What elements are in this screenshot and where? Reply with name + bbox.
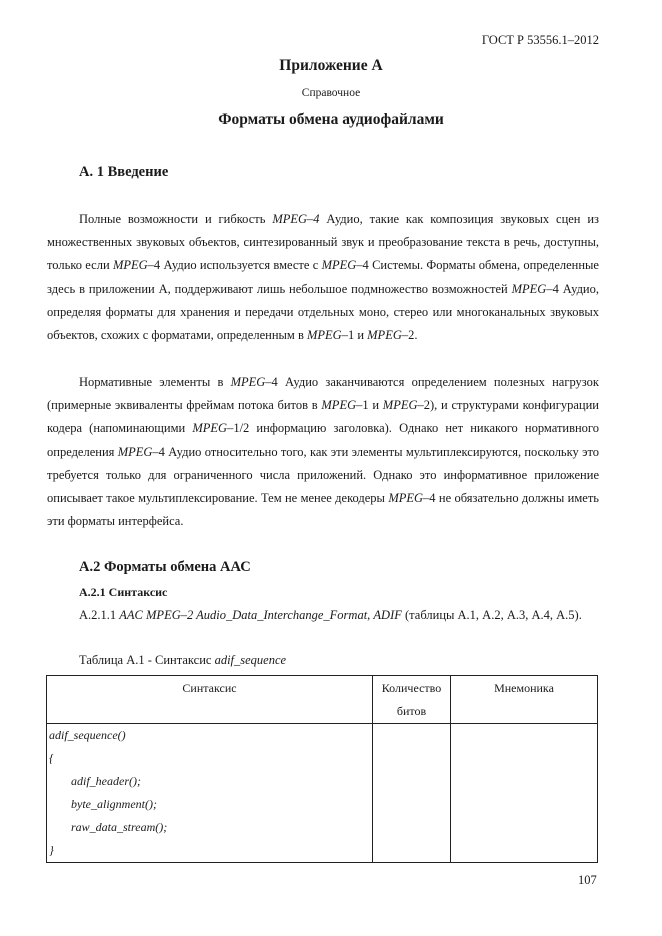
table-body-row: [47, 724, 598, 863]
text-run: MPEG: [511, 281, 547, 296]
text-run: MPEG: [321, 258, 357, 273]
paragraph-a211: [47, 604, 599, 627]
text-run: MPEG: [388, 491, 424, 506]
column-header-mnemonic: Мнемоника: [451, 676, 598, 724]
syntax-cell: [47, 724, 373, 863]
text-run: ADIF: [373, 608, 402, 622]
table-header-row: [47, 676, 598, 724]
table-caption-name: adif_sequence: [214, 653, 287, 667]
appendix-title: Приложение А: [279, 57, 383, 74]
text-run: AAC MPEG–2 Audio_Data_Interchange_Format: [119, 608, 368, 622]
text-run: MPEG: [112, 258, 148, 273]
subsection-heading-a21: А.2.1 Синтаксис: [79, 585, 168, 599]
standard-number: ГОСТ Р 53556.1–2012: [481, 33, 599, 47]
syntax-line: }: [49, 843, 54, 857]
text-run: –4 Аудио относительно того, как эти элементы мультиплексируются, поскольку это требуется только для ограниченного числа приложений. Однако это информативное приложение описывает такое мультиплексирование. Тем не менее декодеры: [47, 444, 599, 506]
syntax-line: byte_alignment();: [71, 797, 157, 811]
text-run: –4 не обязательно должны иметь эти форматы интерфейса.: [47, 491, 599, 529]
mnemonic-cell: [451, 724, 598, 863]
document-title: Форматы обмена аудиофайлами: [218, 111, 444, 128]
text-run: А.2.1.1: [79, 608, 120, 622]
text-run: ,: [367, 608, 374, 622]
syntax-line: adif_header();: [71, 774, 141, 788]
paragraph-intro-1: [47, 208, 599, 347]
section-heading-a1: А. 1 Введение: [79, 164, 169, 180]
paragraph-intro-2: [47, 371, 599, 533]
text-run: MPEG: [230, 375, 266, 389]
syntax-line: {: [49, 751, 54, 765]
text-run: Аудио, такие как композиция звуковых сцен из множественных звуковых объектов, синтезированный звук и преобразование текста в речь, доступны, только если: [47, 212, 599, 273]
text-run: MPEG: [367, 328, 402, 343]
section-heading-a2: А.2 Форматы обмена ААС: [79, 559, 251, 575]
text-run: Нормативные элементы в: [79, 375, 231, 389]
text-run: (таблицы А.1, А.2, А.3, А.4, А.5).: [401, 608, 582, 622]
text-run: MPEG: [382, 398, 418, 413]
appendix-note: Справочное: [301, 87, 361, 99]
text-run: –4 Аудио, определяя форматы для хранения и передачи отдельных моно, стерео или многоканальных звуковых объектов, схожих с форматами, определенным в: [47, 281, 599, 343]
text-run: –1 и: [341, 328, 368, 343]
column-header-bits: Количество битов: [373, 676, 451, 724]
text-run: MPEG: [192, 421, 228, 436]
page-number: 107: [578, 873, 597, 887]
text-run: MPEG: [306, 328, 342, 343]
text-run: –4 Аудио используется вместе с: [147, 258, 322, 273]
syntax-table: [46, 675, 598, 863]
text-run: MPEG–4: [272, 212, 320, 226]
column-header-syntax: Синтаксис: [47, 676, 373, 724]
text-run: Полные возможности и гибкость: [79, 212, 273, 226]
text-run: MPEG: [117, 444, 153, 459]
table-caption-prefix: Таблица А.1 - Синтаксис: [79, 653, 215, 667]
bits-cell: [373, 724, 451, 863]
text-run: –1 и: [356, 398, 383, 413]
text-run: –2.: [401, 328, 418, 343]
text-run: –4 Системы. Форматы обмена, определенные здесь в приложении А, поддерживают лишь небольшое подмножество возможностей: [47, 258, 599, 296]
syntax-line: adif_sequence(): [49, 728, 126, 742]
syntax-line: raw_data_stream();: [71, 820, 168, 834]
table-caption: [79, 653, 286, 668]
text-run: –2), и структурами конфигурации кодера (напоминающими: [47, 398, 599, 436]
text-run: –1/2 информацию заголовка). Однако нет никакого нормативного определения: [47, 421, 600, 459]
syntax-code-lines: [47, 724, 372, 862]
text-run: MPEG: [321, 398, 357, 413]
text-run: –4 Аудио заканчиваются определением полезных нагрузок (примерные эквиваленты фреймам потока битов в: [47, 375, 599, 413]
